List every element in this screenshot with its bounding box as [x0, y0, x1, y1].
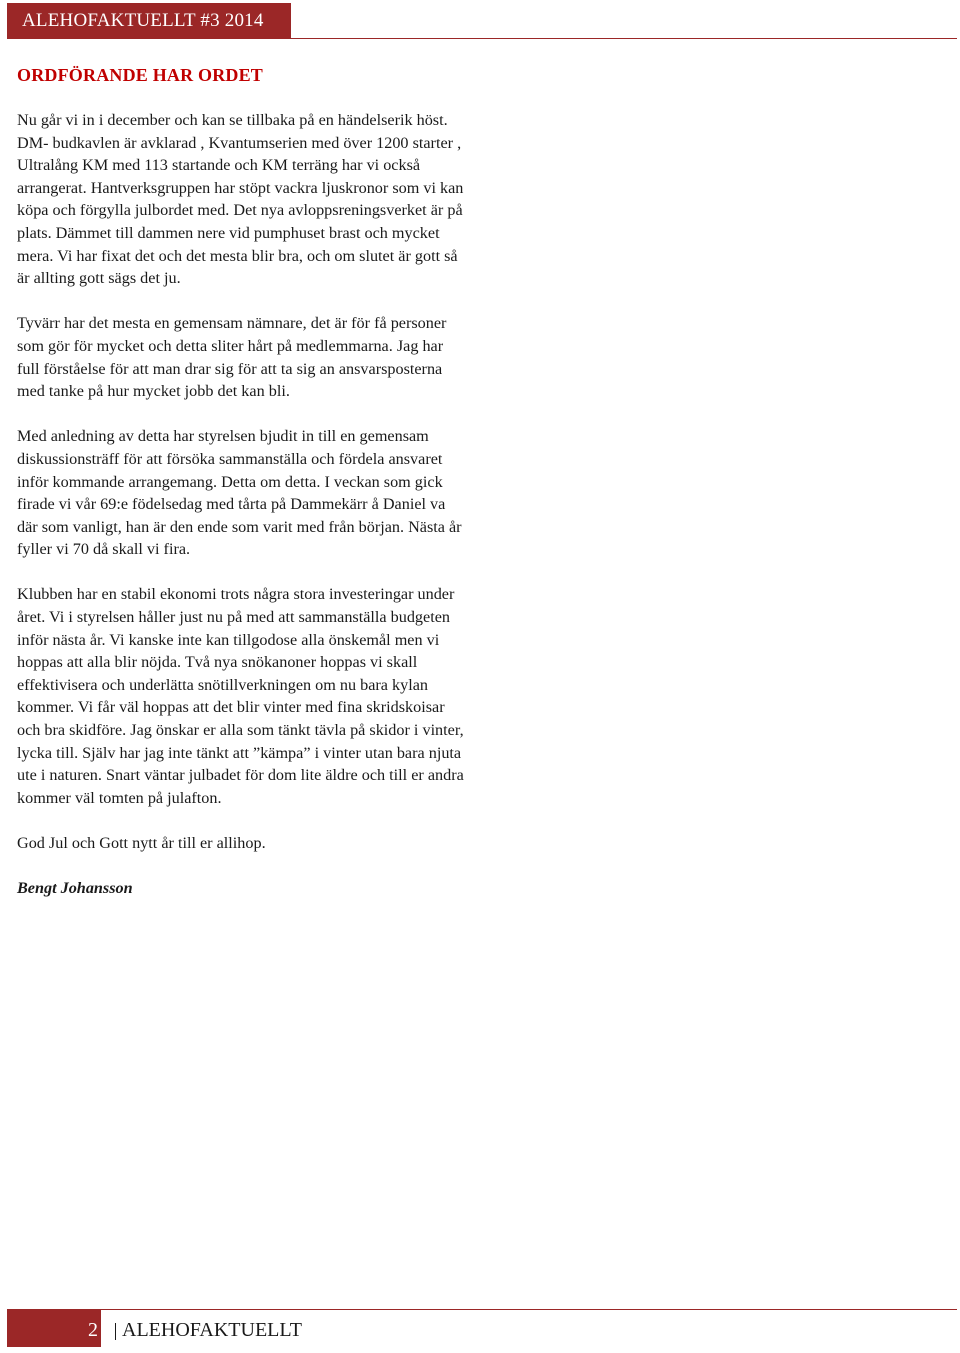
- article-paragraph-5: God Jul och Gott nytt år till er allihop.: [17, 834, 266, 852]
- issue-label: ALEHOFAKTUELLT #3 2014: [7, 3, 291, 39]
- article-paragraph-4: Klubben har en stabil ekonomi trots några stora investeringar under året. Vi i styrelsen håller just nu på med att sammanställa budgeten inför nästa år. Vi kanske inte kan tillgodose alla önskemål men vi hoppas att alla blir nöjda. Två nya snökanoner hoppas vi skall effektivisera och underlätta snötillverkningen om nu bara kylan kommer. Vi får väl hoppas att det blir vinter med fina skridskoisar och bra skidföre. Jag önskar er alla som tänkt tävla på skidor i vinter, lycka till. Själv har jag inte tänkt att ”kämpa” i vinter utan bara njuta ute i naturen. Snart väntar julbadet för dom lite äldre och till er andra kommer väl tomten på julafton.: [17, 585, 464, 807]
- article-paragraph-3: Med anledning av detta har styrelsen bjudit in till en gemensam diskussionsträff för att försöka sammanställa och fördela ansvaret inför kommande arrangemang. Detta om detta. I veckan som gick firade vi vår 69:e födelsedag med tårta på Dammekärr å Daniel va där som vanligt, han är den ende som varit med från början. Nästa år fyller vi 70 då skall vi fira.: [17, 427, 462, 559]
- page-footer: [7, 1307, 957, 1347]
- article-paragraph-1: Nu går vi in i december och kan se tillbaka på en händelserik höst. DM- budkavlen är avklarad , Kvantumserien med över 1200 starter , Ultralång KM med 113 startande och KM terräng har vi också arrangerat. Hantverksgruppen har stöpt vackra ljuskronor som vi kan köpa och förgylla julbordet med. Det nya avloppsreningsverket är på plats. Dämmet till dammen nere vid pumphuset brast och mycket mera. Vi har fixat det och det mesta blir bra, och om slutet är gott så är allting gott sägs det ju.: [17, 111, 464, 288]
- article-paragraph-2: Tyvärr har det mesta en gemensam nämnare, det är för få personer som gör för mycket och detta sliter hårt på medlemmarna. Jag har full förståelse för att man drar sig för att ta sig an ansvarsposterna med tanke på hur mycket jobb det kan bli.: [17, 314, 447, 401]
- header-rule: [291, 38, 957, 39]
- page-number: 2: [7, 1310, 101, 1347]
- footer-separator: [115, 1323, 116, 1340]
- article: [17, 62, 467, 899]
- article-title: ORDFÖRANDE HAR ORDET: [17, 65, 264, 85]
- page-header: [7, 0, 957, 40]
- footer-publication-name: ALEHOFAKTUELLT: [122, 1319, 302, 1341]
- article-signature: Bengt Johansson: [17, 878, 133, 897]
